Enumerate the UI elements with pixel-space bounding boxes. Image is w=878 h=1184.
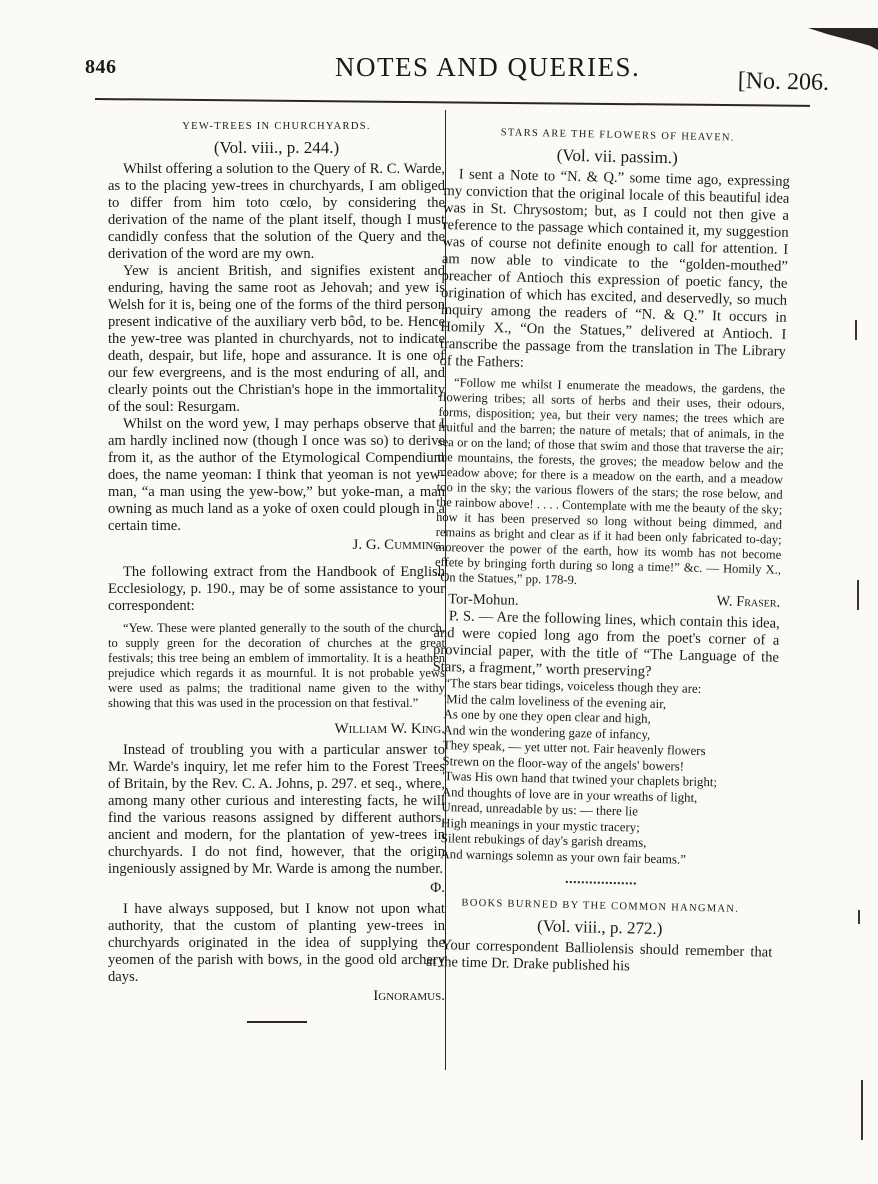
right-column [426,123,791,979]
page-header [0,0,878,100]
article-title: YEW-TREES IN CHURCHYARDS. [182,121,371,132]
article-reference: (Vol. viii., p. 272.) [536,916,663,939]
signature: J. G. Cumming. [352,537,445,553]
poem: “The stars bear tidings, voiceless though they are: 'Mid the calm loveliness of the evening air, As one by one they open clear and high, And win the wondering gaze of infancy, They speak, — yet utter not. Fair heavenly flowers Strewn on the floor-way of the angels' bowers! 'Twas His own hand that twined your chaplets bright; And thoughts of love are in your wreaths of light, Unread, unreadable by us: — there lie High meanings in your mystic tracery; Silent rebukings of day's garish dreams, And warnings solemn as your own fair beams.” [440,676,718,867]
article-reference: (Vol. vii. passim.) [556,145,679,168]
article-paragraph: Whilst on the word yew, I may perhaps observe that I am hardly inclined now (though I once was so) to derive from it, as the author of the Etymological Compendium does, the name yeoman: I think that yeoman is not yew-man, “a man using the yew-bow,” but yoke-man, a man owning as much land as a yoke of oxen could plough in a certain time. [108,416,445,534]
article-paragraph: Whilst offering a solution to the Query of R. C. Warde, as to the placing yew-trees in churchyards, I am obliged to differ from him toto cœlo, by considering the derivation of the name of the plant itself, though I must candidly confess that the solution of the Query and the derivation of the word are my own. [108,161,445,262]
signature: W. Fraser. [716,593,781,611]
page-edge-mark [861,1080,863,1140]
article-paragraph: Your correspondent Balliolensis should remember that at the time Dr. Drake published his [425,937,773,975]
article-reference: (Vol. viii., p. 244.) [213,138,340,157]
quoted-extract: “Follow me whilst I enumerate the meadows, the gardens, the flowering tribes; all sorts of herbs and their uses, their odours, forms, disposition; yea, but their very names; the trees which are fruitful and the barren; the nature of metals; that of animals, in the sea or on the land; of those that swim and those that traverse the air; the mountains, the forests, the groves; the meadow below and the meadow above; for there is a meadow on the earth, and a meadow too in the sky; the various flowers of the stars; the rose below, and the rainbow above! . . . . Contemplate with me the beauty of the sky; how it has been preserved so long without being dimmed, and remains as bright and clear as if it had been only fabricated to-day; moreover the power of the earth, how its womb has not become effete by bringing forth during so long a time!” &c. — Homily X., “On the Statues,” pp. 178-9. [434,375,786,588]
signature: Φ. [430,880,445,896]
page-edge-mark [858,910,860,924]
page-edge-mark [855,320,857,340]
place-name: Tor-Mohun. [448,591,519,609]
section-rule [566,881,636,885]
signature: Ignoramus. [373,988,445,1004]
postscript: P. S. — Are the following lines, which contain this idea, and were copied long ago from the poet's corner of a provincial paper, with the title of “The Language of the Stars, a fragment,” worth preserving? [432,608,780,680]
issue-number: [No. 206. [737,68,830,96]
page-number: 846 [85,56,117,78]
page-edge-mark [857,580,859,610]
left-column [108,118,445,1037]
article-paragraph: The following extract from the Handbook of English Ecclesiology, p. 190., may be of some assistance to your correspondent: [108,564,445,614]
article-title: STARS ARE THE FLOWERS OF HEAVEN. [500,127,735,144]
article-paragraph: Instead of troubling you with a particular answer to Mr. Warde's inquiry, let me refer him to the Forest Trees of Britain, by the Rev. C. A. Johns, p. 297. et seq., where, among many other curious and interesting facts, he will find the various reasons assigned by different authors, ancient and modern, for the plantation of yew-trees in churchyards. I do not find, however, that the origin ingeniously assigned by Mr. Warde is among the number. [108,742,445,877]
article-title: BOOKS BURNED BY THE COMMON HANGMAN. [461,897,740,915]
article-paragraph: Yew is ancient British, and signifies existent and enduring, having the same root as Jehovah; and yew is Welsh for it is, being one of the forms of the third person present indicative of the auxiliary verb bôd, to be. Hence the yew-tree was planted in churchyards, not to indicate death, despair, but life, hope and assurance. It is one of our few evergreens, and is the most enduring of all, and clearly points out the Christian's hope in the immortality of the soul: Resurgam. [108,263,445,415]
article-paragraph: I have always supposed, but I know not upon what authority, that the custom of planting yew-trees in churchyards originated in the idea of supplying the yeomen of the parish with bows, in the good old archery days. [108,901,445,985]
journal-title: NOTES AND QUERIES. [335,52,641,82]
signature: William W. King. [334,721,445,737]
section-rule [247,1021,307,1023]
article-paragraph: I sent a Note to “N. & Q.” some time ago, expressing my conviction that the original locale of this beautiful idea was in St. Chrysostom; but, as I could not then give a reference to the passage which contained it, my suggestion was of course not definite enough to call for attention. I am now able to vindicate to the “golden-mouthed” preacher of Antioch this expression of poetic fancy, the origination of which has excited, and deservedly, so much inquiry among the readers of “N. & Q.” It occurs in Homily X., “On the Statues,” delivered at Antioch. I transcribe the passage from the translation in The Library of the Fathers: [439,166,790,371]
quoted-extract: “Yew. These were planted generally to the south of the church, to supply green for the decoration of churches at the great festivals; this tree being an emblem of immortality. It is a heathen prejudice which regards it as mournful. It is not probable yews were used as palms; the traditional name given to the withy showing that this was used in the procession on that festival.” [108,621,445,710]
